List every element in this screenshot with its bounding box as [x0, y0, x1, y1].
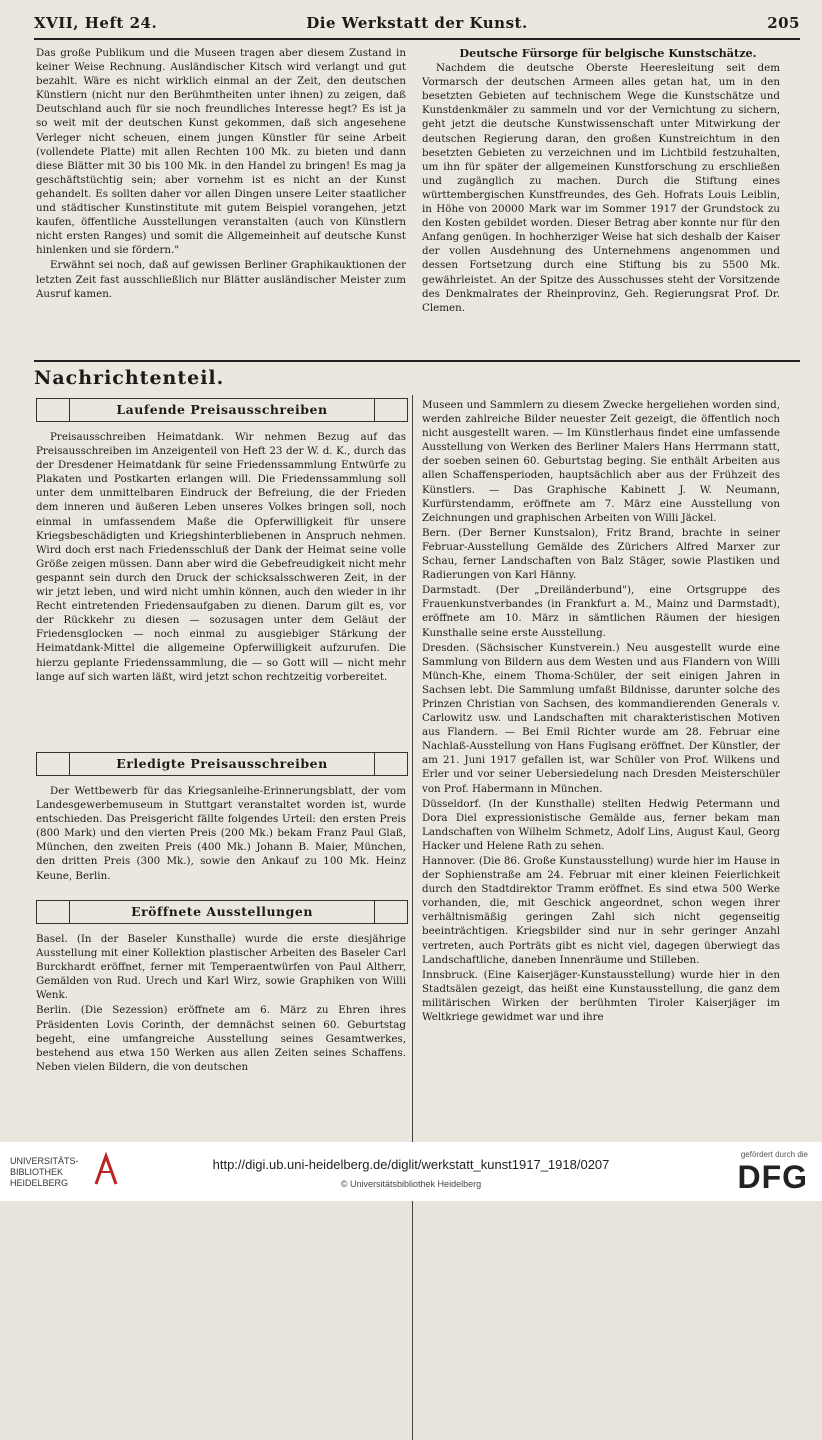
- category-box-erledigte: [36, 752, 408, 776]
- copyright-notice: © Universitätsbibliothek Heidelberg: [340, 1179, 482, 1189]
- section-rule: [34, 360, 800, 362]
- eroeffnete-text: [36, 932, 406, 1138]
- paragraph: Berlin. (Die Sezession) eröffnete am 6. März zu Ehren ihres Präsidenten Lovis Corinth, der demnächst seinen 60. Geburtstag begeht, eine umfangreiche Ausstellung seines Gesamtwerkes, bestehend aus etwa 150 Werken aus allen Zeiten seines Schaffens. Neben vielen Bildern, die von deutschen: [36, 1004, 406, 1073]
- funded-by-label: gefördert durch die: [740, 1150, 808, 1159]
- paragraph: Der Wettbewerb für das Kriegsanleihe-Erinnerungsblatt, der vom Landesgewerbemuseum in Stuttgart veranstaltet worden ist, wurde entschieden. Das Preisgericht fällte folgendes Urteil: den ersten Preis (800 Mark) und den vierten Preis (200 Mk.) bekam Franz Paul Glaß, München, den zweiten Preis (400 Mk.) Johann B. Maier, München, den dritten Preis (300 Mk.), sowie den Ankauf zu 100 Mk. Heinz Keune, Berlin.: [36, 785, 406, 882]
- category-title: Eröffnete Ausstellungen: [131, 904, 313, 919]
- library-name: UNIVERSITÄTS- BIBLIOTHEK HEIDELBERG: [10, 1156, 79, 1188]
- erledigte-text: [36, 784, 406, 894]
- paragraph: Das große Publikum und die Museen tragen aber diesem Zustand in keiner Weise Rechnung. Ausländischer Kitsch wird verlangt und gut bezahlt. Wäre es nicht wirklich einmal an der Zeit, den deutschen Künstlern (nicht nur den Berühmtheiten unter ihnen) zu zeigen, daß Deutschland auch für sie noch freundliches Interesse hegt? Es ist ja so weit mit der deutschen Kunst gekommen, daß sich angesehene Verleger nicht scheuen, einem jungen Künstler für seine Arbeit (vollendete Platte) mit allen Rechten 100 Mk. zu bieten und dann diese Blätter mit 30 bis 100 Mk. in den Handel zu bringen! Es mag ja geschäftstüchtig sein; aber vornehm ist es nicht an der Kunst gehandelt. Es sollten daher vor allen Dingen unsere Leiter staatlicher und städtischer Kunstinstitute mit gutem Beispiel vorangehen, jetzt kaufen, öffentliche Ausstellungen veranstalten (auch von Künstlern nicht ersten Ranges) und somit die Allgemeinheit auf deutsche Kunst hinlenken und sie fördern.": [36, 47, 406, 257]
- paragraph: Erwähnt sei noch, daß auf gewissen Berliner Graphikauktionen der letzten Zeit fast ausschließlich nur Blätter ausländischer Meister zum Ausruf kamen.: [36, 259, 406, 300]
- paragraph: Darmstadt. (Der „Dreiländerbund"), eine Ortsgruppe des Frauenkunstverbandes (in Frankfurt a. M., Mainz und Darmstadt), eröffnete am 10. März in sämtlichen Räumen der hiesigen Kunsthalle seine erste Ausstellung.: [422, 584, 780, 639]
- category-box-eroeffnete: [36, 900, 408, 924]
- paragraph: Museen und Sammlern zu diesem Zwecke hergeliehen worden sind, werden zahlreiche Bilder neuester Zeit gezeigt, die öffentlich noch nicht ausgestellt waren. — Im Künstlerhaus findet eine umfassende Ausstellung von Werken des Berliner Malers Hans Herrmann statt, der soeben seinen 60. Geburtstag beging. Sie enthält Arbeiten aus allen Schaffensperioden, hauptsächlich aber aus der Frühzeit des Künstlers. — Das Graphische Kabinett J. W. Neumann, Kurfürstendamm, eröffnete am 7. März eine Ausstellung von Zeichnungen und graphischen Arbeiten von Willi Jäckel.: [422, 399, 780, 524]
- footer-bar: [0, 1142, 822, 1201]
- article-title: Deutsche Fürsorge für belgische Kunstschätze.: [459, 46, 757, 60]
- top-left-column: [36, 46, 406, 356]
- column-divider: [412, 395, 413, 1440]
- top-right-column: [422, 46, 780, 356]
- section-heading: Nachrichtenteil.: [34, 367, 225, 389]
- paragraph: Innsbruck. (Eine Kaiserjäger-Kunstausstellung) wurde hier in den Stadtsälen gezeigt, das heißt eine Kunstausstellung, die ganz dem militärischen Wirken der berühmten Tiroler Kaiserjäger im Weltkriege gewidmet war und ihre: [422, 968, 780, 1024]
- paragraph: Düsseldorf. (In der Kunsthalle) stellten Hedwig Petermann und Dora Diel expressionistische Gemälde aus, ferner bekam man Landschaften von Wilhelm Schmetz, Adolf Lins, August Kaul, Georg Hacker und Helene Rath zu sehen.: [422, 797, 780, 852]
- dfg-logo: DFG: [737, 1159, 808, 1195]
- category-title: Erledigte Preisausschreiben: [116, 756, 328, 771]
- page-number: 205: [767, 14, 800, 32]
- permalink-url[interactable]: http://digi.ub.uni-heidelberg.de/diglit/werkstatt_kunst1917_1918/0207: [212, 1157, 610, 1172]
- category-box-laufende: [36, 398, 408, 422]
- paragraph: Hannover. (Die 86. Große Kunstausstellung) wurde hier im Hause in der Sophienstraße am 24. Februar mit einer kleinen Feierlichkeit durch den Stadtdirektor Tramm eröffnet. Es sind etwa 500 Werke vorhanden, die, mit Geschick angeordnet, schon wegen ihrer verhältnismäßig geringen Zahl sich nicht gegenseitig beeinträchtigen. Kriegsbilder sind nur in sehr geringer Anzahl vertreten, auch Porträts gibt es nicht viel, dagegen überwiegt das Landschaftliche, daneben Innenräume und Stilleben.: [422, 855, 780, 966]
- paragraph: Dresden. (Sächsischer Kunstverein.) Neu ausgestellt wurde eine Sammlung von Bildern aus dem Westen und aus Flandern von Willi Münch-Khe, einem Thoma-Schüler, der seit einigen Jahren in Sachsen lebt. Die Sammlung umfaßt Bildnisse, darunter solche des Prinzen Christian von Sachsen, des kommandierenden Generals v. Carlowitz usw. und Landschaften mit charakteristischen Motiven aus Flandern. — Bei Emil Richter wurde am 28. Februar eine Nachlaß-Ausstellung von Hans Fuglsang eröffnet. Der Künstler, der am 21. Juni 1917 gefallen ist, war Schüler von Prof. Wilkens und Erler und vor seiner Uebersiedelung nach Dresden Meisterschüler von Prof. Habermann in München.: [422, 641, 780, 795]
- laufende-text: [36, 430, 406, 746]
- category-title: Laufende Preisausschreiben: [116, 402, 328, 417]
- right-news-column: [422, 398, 780, 1138]
- paragraph: Bern. (Der Berner Kunstsalon), Fritz Brand, brachte in seiner Februar-Ausstellung Gemälde des Zürichers Alfred Marxer zur Schau, ferner Landschaften von Balz Stäger, sowie Plastiken und Radierungen von Karl Hänny.: [422, 526, 780, 582]
- page-header: [34, 12, 800, 34]
- paragraph: Preisausschreiben Heimatdank. Wir nehmen Bezug auf das Preisausschreiben im Anzeigenteil von Heft 23 der W. d. K., durch das der Dresdener Heimatdank für seine Friedenssammlung Entwürfe zu Plakaten und Postkarten erlangen will. Die Friedenssammlung soll unter dem unmittelbaren Eindruck der Befreiung, die der Frieden dem inneren und äußeren Leben unseres Volkes bringen soll, noch einmal in umfassendem Maße die Opferwilligkeit für unsere Kriegsbeschädigten und Kriegshinterbliebenen in Anspruch nehmen. Wird doch erst nach Friedensschluß der Dank der Heimat seine volle Größe zeigen müssen. Dann aber wird die Gebefreudigkeit nicht mehr gespannt sein durch den Druck der schicksalsschweren Zeit, in der wir jetzt leben, und wird nicht umhin können, auch den wieder in ihr Recht eintretenden Friedensaufgaben zu dienen. Darum gilt es, vor der Rückkehr zu diesen — sozusagen unter dem Geläut der Friedensglocken — noch einmal zu ausgiebiger Stärkung der Heimatdank-Mittel die allgemeine Opferwilligkeit aufzurufen. Die hierzu geplante Friedenssammlung, die — so Gott will — nicht mehr lange auf sich warten läßt, wird jetzt schon rechtzeitig vorbereitet.: [36, 431, 406, 683]
- header-rule: [34, 38, 800, 40]
- paragraph: Basel. (In der Baseler Kunsthalle) wurde die erste diesjährige Ausstellung mit einer Kollektion plastischer Arbeiten des Baseler Carl Burckhardt eröffnet, ferner mit Temperaentwürfen von Paul Altherr, Gemälden von Rud. Urech und Karl Wirz, sowie Graphiken von Willi Wenk.: [36, 933, 406, 1002]
- journal-title: Die Werkstatt der Kunst.: [306, 14, 528, 32]
- paragraph: Nachdem die deutsche Oberste Heeresleitung seit dem Vormarsch der deutschen Armeen alles getan hat, um in den besetzten Gebieten auf technischem Wege die Kunstschätze und Kunstdenkmäler zu sammeln und vor der Vernichtung zu sichern, geht jetzt die deutsche Kunstwissenschaft unter Mitwirkung der deutschen Regierung daran, den großen Kunstreichtum in den besetzten Gebieten zu verzeichnen und im Lichtbild festzuhalten, um ihn für später der allgemeinen Kunstforschung zu erschließen und zugänglich zu machen. Durch die Stiftung eines württembergischen Kunstfreundes, des Geh. Hofrats Louis Leiblin, in Höhe von 20000 Mark war im Sommer 1917 der Grundstock zu den Kosten gebildet worden. Dieser Betrag aber konnte nur für den Anfang genügen. In hochherziger Weise hat sich deshalb der Kaiser der vollen Ausdehnung des Unternehmens angenommen und dessen Fortsetzung durch eine Stiftung bis zu 5500 Mk. gewährleistet. An der Spitze des Ausschusses steht der Vorsitzende des Denkmalrates der Rheinprovinz, Geh. Regierungsrat Prof. Dr. Clemen.: [422, 62, 780, 314]
- issue-label: XVII, Heft 24.: [34, 14, 158, 32]
